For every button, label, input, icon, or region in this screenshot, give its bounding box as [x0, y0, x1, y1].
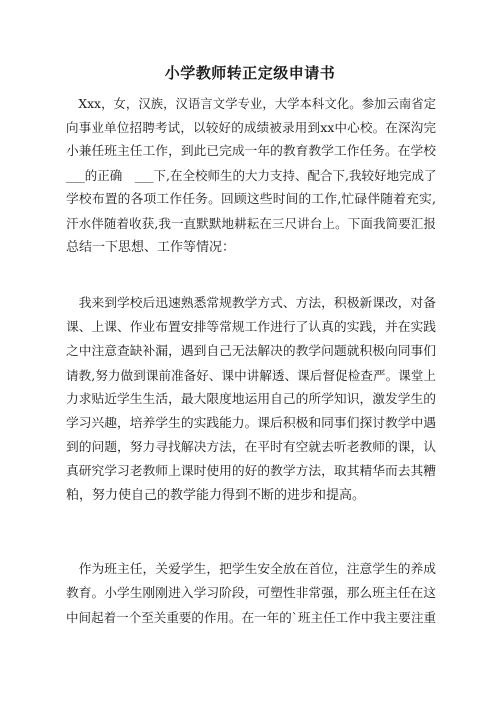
- paragraph-line: 之中注意查缺补漏，遇到自己无法解决的教学问题就积极向同事们: [66, 344, 436, 359]
- paragraph-line: 力求贴近学生生活，最大限度地运用自己的所学知识，激发学生的: [66, 392, 436, 407]
- document-title: 小学教师转正定级申请书: [164, 64, 336, 82]
- paragraph-line: 教育。小学生刚刚进入学习阶段，可塑性非常强，那么班主任在这: [66, 586, 436, 601]
- paragraph-line: 汗水伴随着收获,我一直默默地耕耘在三尺讲台上。下面我简要汇报: [66, 216, 436, 231]
- paragraph-line: Xxx，女，汉族，汉语言文学专业，大学本科文化。参加云南省定: [66, 97, 436, 111]
- paragraph-line: ___的正确 ___下,在全校师生的大力支持、配合下,我较好地完成了: [66, 168, 436, 183]
- paragraph-line: 课、上课、作业布置安排等常规工作进行了认真的实践，并在实践: [66, 320, 436, 335]
- paragraph-teaching: [66, 292, 436, 508]
- paragraph-line: 小兼任班主任工作，到此已完成一年的教育教学工作任务。在学校: [66, 144, 436, 159]
- paragraph-line: 总结一下思想、工作等情况：: [66, 240, 236, 255]
- paragraph-intro: [66, 92, 436, 260]
- paragraph-line: 学习兴趣，培养学生的实践能力。课后积极和同事们探讨教学中遇: [66, 416, 436, 431]
- paragraph-line: 作为班主任，关爱学生，把学生安全放在首位，注意学生的养成: [66, 562, 436, 577]
- paragraph-line: 向事业单位招聘考试，以较好的成绩被录用到xx中心校。在深沟完: [66, 120, 436, 135]
- paragraph-class-teacher: [66, 558, 436, 630]
- paragraph-line: 中间起着一个至关重要的作用。在一年的`班主任工作中我主要注重: [66, 610, 436, 625]
- paragraph-line: 到的问题，努力寻找解决方法，在平时有空就去听老教师的课，认: [66, 440, 436, 455]
- paragraph-line: 请教,努力做到课前准备好、课中讲解透、课后督促检查严。课堂上: [66, 368, 436, 383]
- paragraph-line: 学校布置的各项工作任务。回顾这些时间的工作,忙碌伴随着充实,: [66, 192, 436, 207]
- paragraph-line: 粕，努力使自己的教学能力得到不断的进步和提高。: [66, 488, 366, 503]
- paragraph-line: 真研究学习老教师上课时使用的好的教学方法，取其精华而去其糟: [66, 464, 436, 479]
- paragraph-line: 我来到学校后迅速熟悉常规教学方式、方法，积极新课改，对备: [66, 296, 436, 311]
